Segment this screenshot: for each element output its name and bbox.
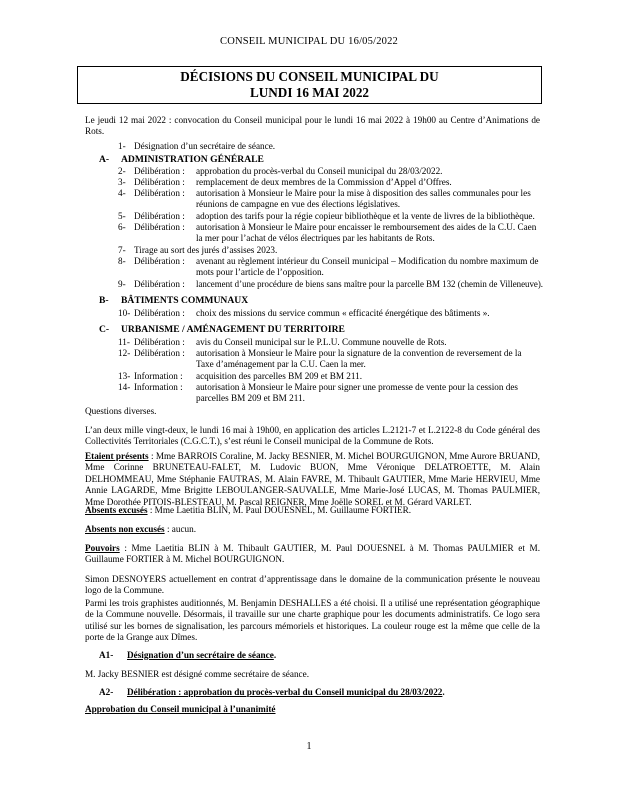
presents-paragraph (85, 451, 540, 508)
title-line-2: LUNDI 16 MAI 2022 (249, 85, 370, 100)
item-label: Délibération : (134, 177, 185, 187)
presents-label: Etaient présents (85, 451, 149, 461)
item-number: 4- (118, 188, 126, 198)
item-label: Information : (134, 382, 183, 392)
item-number: 10- (118, 308, 131, 318)
item-text: lancement d’une procédure de biens sans maître pour la parcelle BM 132 (chemin de Villeneuve). (196, 279, 544, 289)
desnoyers-paragraph: Simon DESNOYERS actuellement en contrat d’apprentissage dans le domaine de la communication présente le nouveau logo de la Commune. (85, 574, 540, 596)
item-label: Délibération : (134, 279, 185, 289)
item-number: 2- (118, 166, 126, 176)
item-number: 11- (118, 337, 130, 347)
non-excuses-text: : aucun. (164, 524, 197, 534)
item-label: Délibération : (134, 211, 185, 221)
a1-text: M. Jacky BESNIER est désigné comme secrétaire de séance. (85, 669, 309, 679)
item-label: Délibération : (134, 308, 185, 318)
excuses-paragraph (85, 505, 540, 516)
item-number: 8- (118, 256, 126, 266)
item-text: remplacement de deux membres de la Commission d’Appel d’Offres. (196, 177, 452, 187)
section-letter: B- (99, 295, 109, 306)
item-label: Information : (134, 371, 183, 381)
page-number: 1 (306, 741, 312, 752)
title-line-1: DÉCISIONS DU CONSEIL MUNICIPAL DU (180, 69, 439, 84)
item-number: 13- (118, 371, 131, 381)
item-text: autorisation à Monsieur le Maire pour la signature de la convention de reversement de la Taxe d’aménagement par la C.U. Caen la mer. (196, 348, 522, 370)
item-label: Délibération : (134, 166, 185, 176)
non-excuses-label: Absents non excusés (85, 524, 165, 534)
item-number: 7- (118, 245, 126, 255)
pouvoirs-paragraph (85, 543, 540, 566)
item-number: 14- (118, 382, 131, 392)
section-title: BÂTIMENTS COMMUNAUX (121, 295, 249, 306)
a1-end: . (273, 650, 277, 660)
intro-paragraph: Le jeudi 12 mai 2022 : convocation du Conseil municipal pour le lundi 16 mai 2022 à 19h00 au Centre d’Animations de Rots. (85, 115, 540, 137)
item-label: Délibération : (134, 348, 185, 358)
a2-label: A2- (99, 687, 114, 697)
preamble-paragraph: L’an deux mille vingt-deux, le lundi 16 mai à 19h00, en application des articles L.2121-7 et L.2122-8 du Code général des Collectivités Territoriales (C.G.C.T.), s’est réuni le Conseil municipal de la Commune de Rots. (85, 425, 540, 447)
item-number: 5- (118, 211, 126, 221)
pouvoirs-text: : Mme Laetitia BLIN à M. Thibault GAUTIER, M. Paul DOUESNEL à M. Thomas PAULMIER et M. Guillaume FORTIER à M. Michel BOURGUIGNON. (85, 543, 540, 565)
excuses-label: Absents excusés (85, 505, 148, 515)
item-text: avis du Conseil municipal sur le P.L.U. Commune nouvelle de Rots. (196, 337, 447, 347)
item-label: Délibération : (134, 222, 185, 232)
item-label: Délibération : (134, 188, 185, 198)
approbation-text: Approbation du Conseil municipal à l’unanimité (85, 704, 276, 714)
item-text: autorisation à Monsieur le Maire pour encaisser le remboursement des aides de la C.U. Caen la mer pour l’achat de vélos électriques par les habitants de Rots. (196, 222, 537, 244)
section-title: URBANISME / AMÉNAGEMENT DU TERRITOIRE (121, 324, 345, 335)
title-box (77, 66, 542, 104)
item-text: Désignation d’un secrétaire de séance. (134, 141, 276, 151)
section-title: ADMINISTRATION GÉNÉRALE (121, 154, 264, 165)
graphistes-paragraph: Parmi les trois graphistes auditionnés, M. Benjamin DESHALLES a été choisi. Il a utilisé une représentation géographique de la Commune nouvelle. Désormais, il travaille sur une charte graphique pour les documents administratifs. Ce logo sera utilisé sur les bornes de signalisation, les parcours mémoriels et historiques. La couleur rouge est la même que celle de la porte de la Grange aux Dîmes. (85, 598, 540, 643)
excuses-text: : Mme Laetitia BLIN, M. Paul DOUESNEL, M. Guillaume FORTIER. (147, 505, 412, 515)
presents-text: : Mme BARROIS Coraline, M. Jacky BESNIER, M. Michel BOURGUIGNON, Mme Aurore BRUAND, Mme Corinne BRUNETEAU-FALET, M. Ludovic BUON, Mme Véronique DELATROETTE, M. Alain DELHOMMEAU, Mme Stéphanie FAUTRAS, M. Alain FAVRE, M. Thibault GAUTIER, Mme Marie HERVIEU, Mme Annie LAGARDE, Mme Brigitte LEBOULANGER-SAUVALLE, Mme Marie-José LUCAS, M. Thomas PAULMIER, Mme Dorothée PITOIS-BLESTEAU, M. Pascal REIGNER, Mme Joëlle SOREL et M. Gérard VARLET. (85, 451, 540, 507)
item-text: Tirage au sort des jurés d’assises 2023. (134, 245, 278, 255)
item-number: 9- (118, 279, 126, 289)
section-letter: A- (99, 154, 110, 165)
item-number: 1- (118, 141, 126, 151)
item-text: avenant au règlement intérieur du Conseil municipal – Modification du nombre maximum de mots pour l’article de l’opposition. (196, 256, 539, 278)
section-letter: C- (99, 324, 110, 335)
item-text: autorisation à Monsieur le Maire pour la mise à disposition des salles communales pour les réunions de campagne en vue des élections législatives. (196, 188, 531, 210)
item-text: acquisition des parcelles BM 209 et BM 211. (196, 371, 363, 381)
a1-label: A1- (99, 650, 114, 660)
item-number: 6- (118, 222, 126, 232)
a2-end: . (442, 687, 445, 697)
non-excuses-paragraph (85, 524, 540, 535)
item-label: Délibération : (134, 256, 185, 266)
item-number: 3- (118, 177, 126, 187)
item-text: approbation du procès-verbal du Conseil municipal du 28/03/2022. (196, 166, 443, 176)
page-header: CONSEIL MUNICIPAL DU 16/05/2022 (220, 36, 398, 47)
pouvoirs-label: Pouvoirs (85, 543, 120, 553)
item-number: 12- (118, 348, 131, 358)
item-text: autorisation à Monsieur le Maire pour signer une promesse de vente pour la cession des parcelles BM 209 et BM 211. (196, 382, 518, 404)
questions-diverses: Questions diverses. (85, 406, 157, 416)
item-text: choix des missions du service commun « efficacité énergétique des bâtiments ». (196, 308, 490, 318)
a2-title: Délibération : approbation du procès-verbal du Conseil municipal du 28/03/2022 (127, 687, 443, 697)
a1-title: Désignation d’un secrétaire de séance (127, 650, 274, 660)
item-label: Délibération : (134, 337, 185, 347)
item-text: adoption des tarifs pour la régie copieur bibliothèque et la vente de livres de la bibliothèque. (196, 211, 535, 221)
